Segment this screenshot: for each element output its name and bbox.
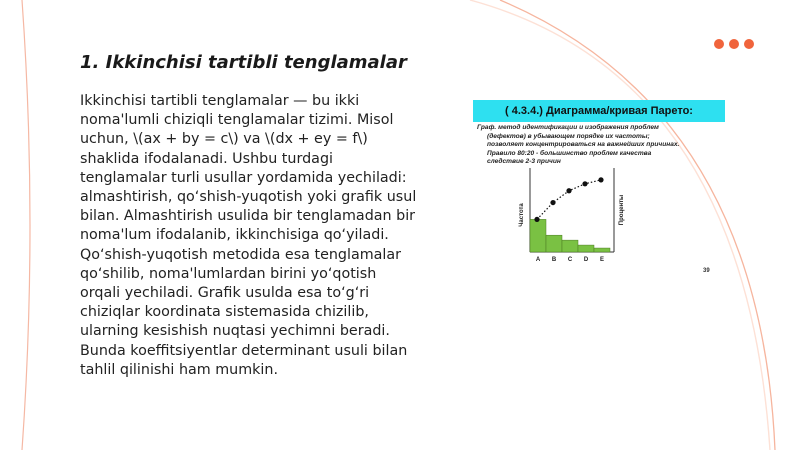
y-axis-right-title: Проценты bbox=[619, 194, 625, 226]
description-line: Правило 80:20 - большинство проблем качества bbox=[487, 149, 652, 157]
category-label: A bbox=[535, 257, 541, 263]
description-line: (дефектов) в убывающем порядке их частоты; bbox=[487, 132, 650, 140]
y-axis-title: Частота bbox=[519, 203, 525, 227]
figure-page-number: 39 bbox=[703, 268, 710, 274]
category-label: B bbox=[551, 257, 557, 263]
slide-body-text: Ikkinchisi tartibli tenglamalar — bu ikki noma'lumli chiziqli tenglamalar tizimi. Misol uchun, \(ax + by = c\) va \(dx + ey = f\) shaklida ifodalanadi. Ushbu turdagi tenglamalar turli usullar yordamida yechiladi: almashtirish, qo‘shish-yuqotish yoki grafik usul bilan. Almashtirish usulida bir tenglamadan bir noma'lum ifodalanib, ikkinchisiga qo‘yiladi. Qo‘shish-yuqotish metodida esa tenglamalar qo‘shilib, noma'lumlardan birini yo‘qotish orqali yechiladi. Grafik usulda esa to‘g‘ri chiziqlar koordinata sistemasida chizilib, ularning kesishish nuqtasi yechimni beradi. Bunda koeffitsiyentlar determinant usuli bilan tahlil qilinishi ham mumkin. bbox=[80, 93, 417, 378]
slide-title: 1. Ikkinchisi tartibli tenglamalar bbox=[80, 52, 407, 73]
category-label: D bbox=[583, 257, 589, 263]
pareto-figure bbox=[473, 100, 728, 280]
category-label: C bbox=[567, 257, 573, 263]
description-line: Граф. метод идентификации и изображения проблем bbox=[477, 124, 659, 131]
accent-dot bbox=[729, 39, 739, 49]
figure-header bbox=[473, 100, 725, 122]
description-line: следствие 2-3 причин bbox=[487, 158, 561, 166]
accent-dot bbox=[744, 39, 754, 49]
figure-header-text: ( 4.3.4.) Диаграмма/кривая Парето: bbox=[505, 105, 693, 117]
category-label: E bbox=[599, 257, 605, 263]
left-arc bbox=[22, 0, 30, 450]
accent-dots bbox=[714, 39, 754, 49]
description-line: позволяет концентрироваться на важнейших причинах. bbox=[487, 141, 680, 149]
figure-description bbox=[477, 124, 727, 167]
accent-dot bbox=[714, 39, 724, 49]
